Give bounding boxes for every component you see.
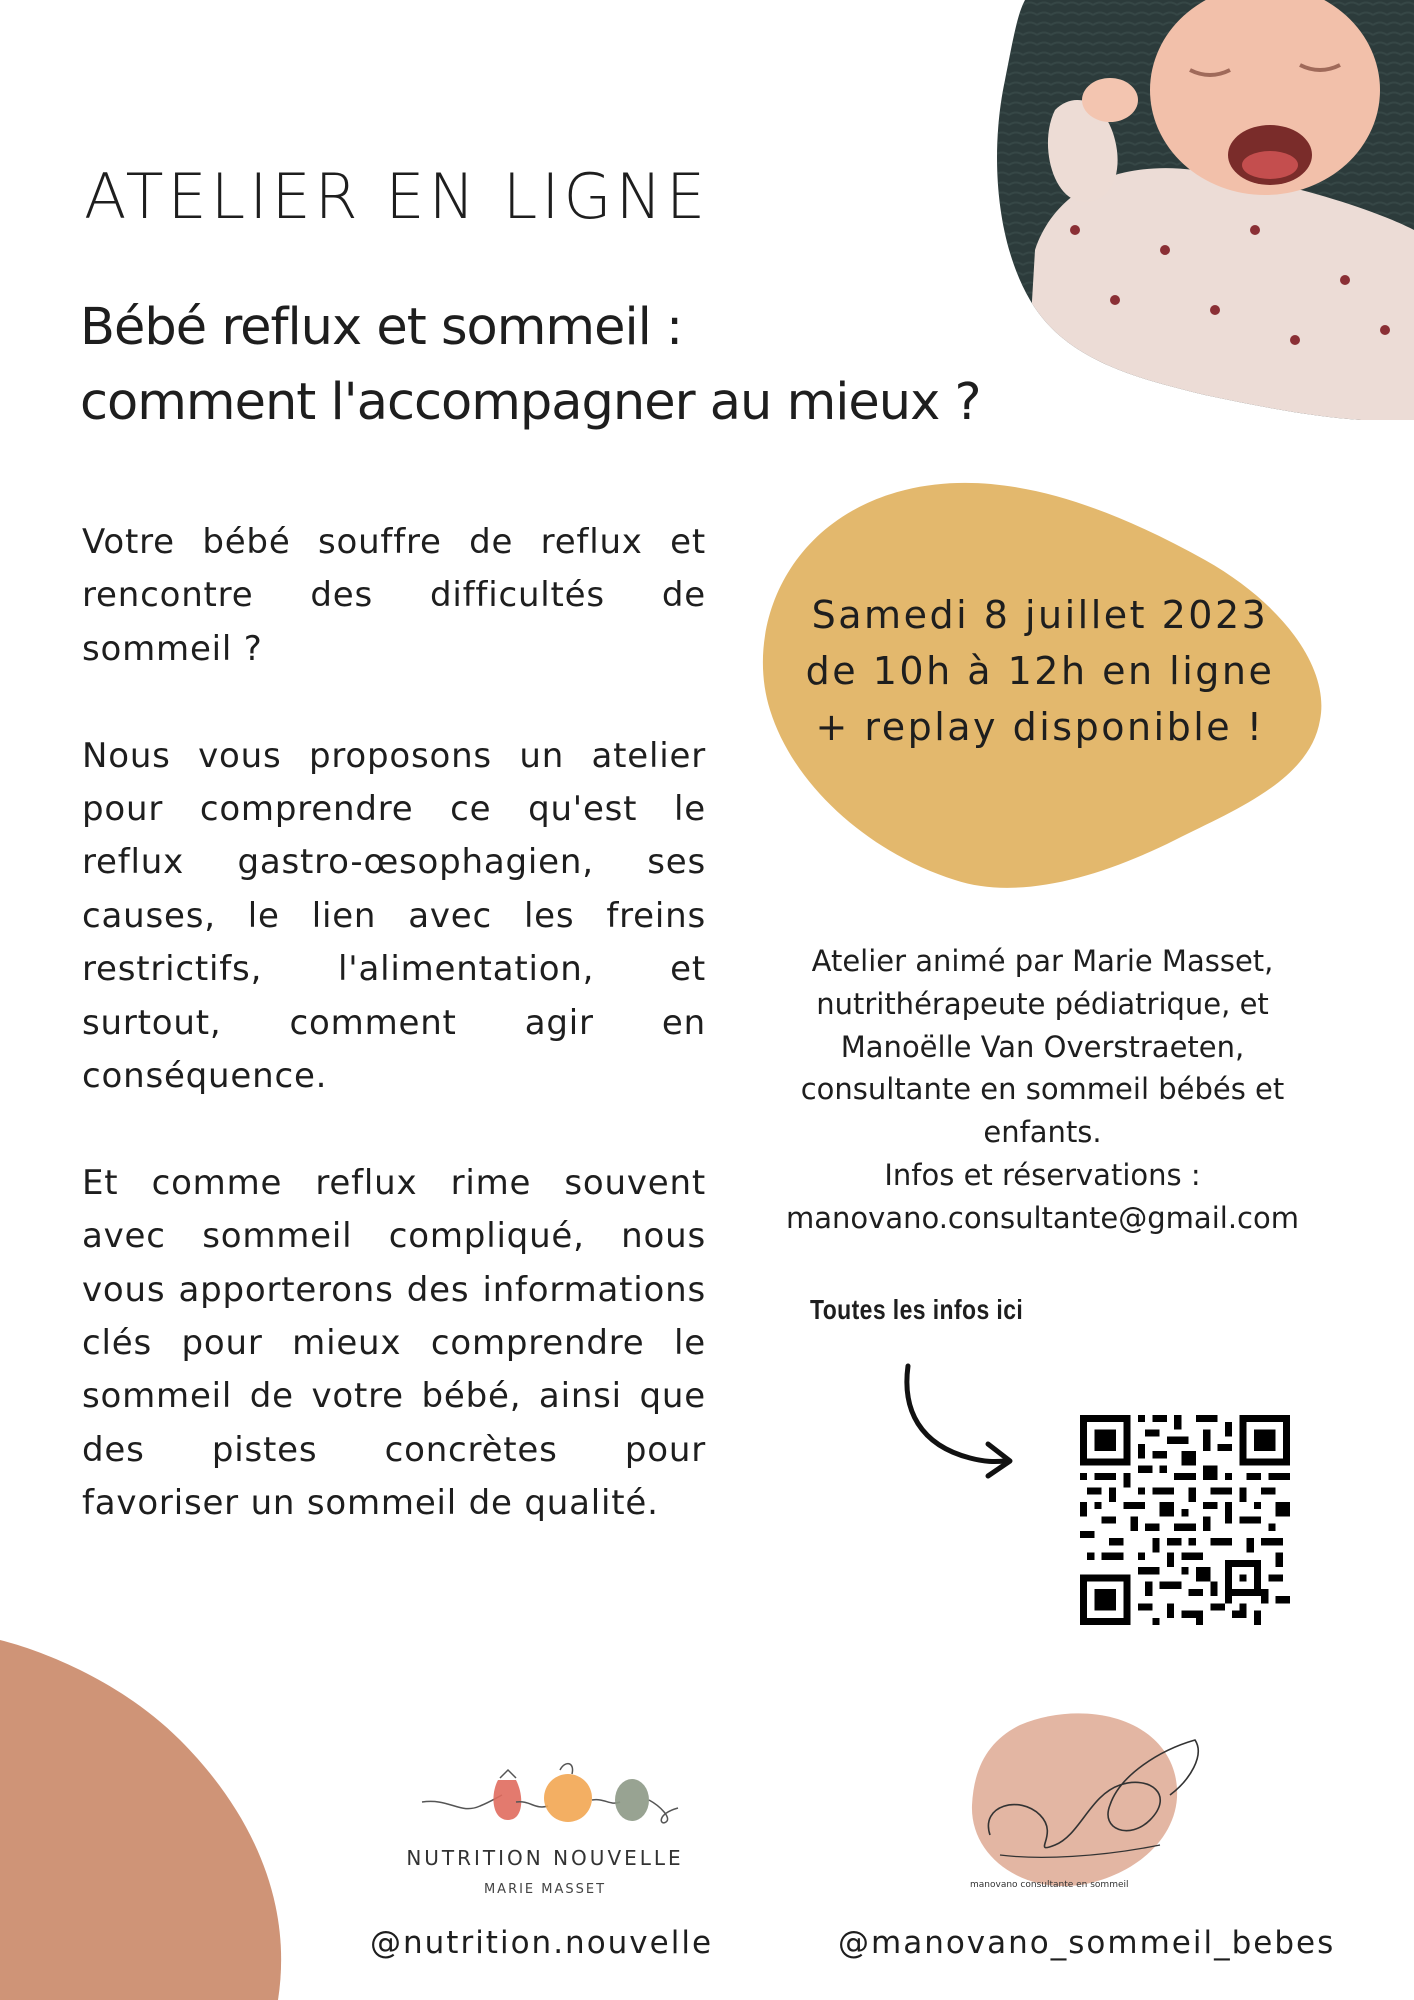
- description-text: [82, 516, 706, 1584]
- contact-email[interactable]: manovano.consultante@gmail.com: [786, 1200, 1299, 1235]
- baby-photo: [995, 0, 1414, 420]
- organizer-info: [750, 940, 1335, 1240]
- paragraph-intro: Votre bébé souffre de reflux et rencontre des difficultés de sommeil ?: [82, 522, 706, 669]
- subtitle-line-2: comment l'accompagner au mieux ?: [80, 373, 981, 432]
- nutrition-nouvelle-logo: [420, 1740, 680, 1830]
- qr-code[interactable]: [1080, 1415, 1290, 1625]
- organizer-line: Manoëlle Van Overstraeten,: [840, 1029, 1245, 1064]
- curved-arrow-icon: [880, 1360, 1040, 1480]
- event-date: Samedi 8 juillet 2023: [811, 593, 1269, 637]
- organizer-line: consultante en sommeil bébés et: [800, 1072, 1285, 1107]
- manovano-logo: [960, 1705, 1220, 1895]
- nutrition-social-handle[interactable]: @nutrition.nouvelle: [370, 1925, 714, 1961]
- organizer-line: Atelier animé par Marie Masset,: [811, 944, 1274, 978]
- nutrition-nouvelle-name: NUTRITION NOUVELLE: [406, 1846, 684, 1870]
- subtitle-line-1: Bébé reflux et sommeil :: [80, 298, 683, 357]
- event-replay: + replay disponible !: [815, 705, 1265, 749]
- infos-cta-label: Toutes les infos ici: [810, 1294, 1024, 1325]
- organizer-line: nutrithérapeute pédiatrique, et: [816, 986, 1269, 1021]
- corner-blob-shape: [0, 1640, 290, 2000]
- event-details: [760, 587, 1320, 755]
- nutrition-nouvelle-owner: MARIE MASSET: [483, 1882, 607, 1897]
- manovano-logo-text: manovano consultante en sommeil: [970, 1880, 1129, 1890]
- reservation-label: Infos et réservations :: [884, 1157, 1201, 1192]
- paragraph-workshop: Nous vous proposons un atelier pour comprendre ce qu'est le reflux gastro-œsophagien, ses causes, le lien avec les freins restrictifs, l'alimentation, et surtout, comment agir en conséquence.: [82, 735, 706, 1097]
- workshop-subtitle: [80, 290, 981, 440]
- manovano-social-handle[interactable]: @manovano_sommeil_bebes: [838, 1925, 1336, 1961]
- paragraph-sleep: Et comme reflux rime souvent avec sommeil compliqué, nous vous apporterons des informations clés pour mieux comprendre le sommeil de votre bébé, ainsi que des pistes concrètes pour favoriser un sommeil de qualité.: [82, 1162, 706, 1524]
- event-time: de 10h à 12h en ligne: [805, 649, 1275, 693]
- organizer-line: enfants.: [983, 1115, 1102, 1150]
- page-title: ATELIER EN LIGNE: [84, 160, 710, 233]
